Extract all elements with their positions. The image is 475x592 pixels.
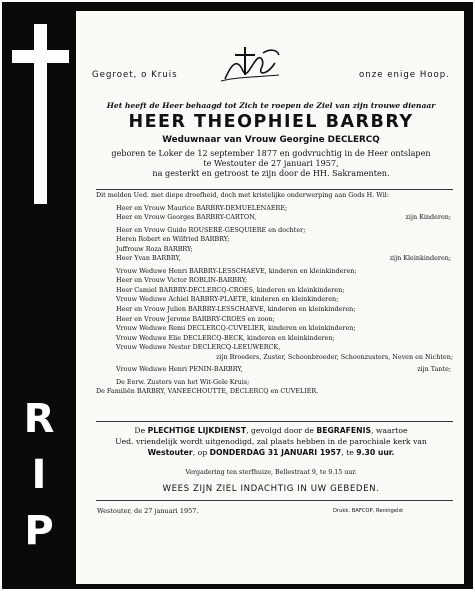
divider-top — [96, 189, 453, 190]
deceased-name: HEER THEOPHIEL BARBRY — [128, 112, 414, 132]
cross-arm — [12, 50, 69, 63]
family-line: Heer en Vrouw Guido ROUSERÉ-GESQUIERE en dochter; — [116, 225, 306, 234]
family-line: Heer en Vrouw Jerome BARBRY-CROES en zoon; — [116, 314, 275, 323]
service-line-2: Ued. vriendelijk wordt uitgenodigd, zal plaats hebben in de parochiale kerk van — [115, 437, 427, 446]
family-line: Heer en Vrouw Maurice BARBRY-DEMUELENAERE; — [116, 203, 288, 212]
family-line: Vrouw Weduwe Elie DECLERCQ-BECK, kinderen en kleinkinderen; — [116, 333, 335, 342]
family-line: Heer Yvan BARBRY, zijn Kleinkinderen; — [116, 254, 451, 263]
born-line-3: na gesterkt en getroost te zijn door de HH. Sakramenten. — [152, 168, 390, 178]
family-line: zijn Broeders, Zuster, Schoonbroeder, Schoonzusters, Neven en Nichten; — [216, 352, 453, 361]
announcement: Dit melden Ued. met diepe droefheid, doch met kristelijke onderwerping aan Gods H. Wil: — [96, 191, 389, 199]
prayer-request: WEES ZIJN ZIEL INDACHTIG IN UW GEBEDEN. — [162, 484, 380, 494]
rip-letter-p: P — [24, 508, 54, 554]
family-line: De Eerw. Zusters van het Wit-Gele Kruis; — [116, 377, 250, 386]
widower-line: Weduwnaar van Vrouw Georgine DECLERCQ — [162, 135, 380, 145]
born-line-2: te Westouter de 27 januari 1957, — [203, 158, 339, 168]
printer-credit: Drukk. BAFCOP, Reningelst — [333, 508, 404, 514]
family-line: Vrouw Weduwe Achiel BARBRY-PLAETE, kinderen en kleinkinderen; — [116, 295, 339, 304]
funeral-service — [86, 425, 456, 458]
family-line: Juffrouw Roza BARBRY; — [116, 244, 193, 253]
header-right: onze enige Hoop. — [359, 70, 450, 80]
family-line: Vrouw Weduwe Remi DECLERCQ-CUVELIER, kinderen en kleinkinderen; — [116, 324, 356, 333]
born-line-1: geboren te Loker de 12 september 1877 en godvruchtig in de Heer ontslapen — [111, 148, 431, 158]
cross-monogram-icon — [217, 45, 283, 87]
family-line: Heer en Vrouw Julien BARBRY-LESSCHAEVE, kinderen en kleinkinderen; — [116, 305, 356, 314]
intro-line: Het heeft de Heer behaagd tot Zich te roepen de Ziel van zijn trouwe dienaar — [106, 101, 436, 110]
family-line: Heer Camiel BARBRY-DECLERCQ-CROES, kinderen en kleinkinderen; — [116, 285, 345, 294]
footer-date: Westouter, de 27 januari 1957. — [97, 507, 199, 515]
family-line: Heer en Vrouw Victor ROBLIN-BARBRY; — [116, 276, 248, 285]
rip-letter-r: R — [23, 396, 55, 442]
divider-bottom — [96, 500, 453, 501]
family-line: Vrouw Weduwe Henri PENIN-BARBRY, zijn Tante; — [116, 365, 451, 374]
service-line-3: Westouter, op DONDERDAG 31 JANUARI 1957, te 9.30 uur. — [147, 448, 395, 457]
family-list — [96, 191, 453, 397]
family-line: Heer en Vrouw Georges BARBRY-CARTON, zijn Kinderen; — [116, 213, 451, 222]
family-line: Vrouw Weduwe Nestor DECLERCQ-LEEUWERCK, — [116, 343, 281, 352]
family-line: Vrouw Weduwe Henri BARBRY-LESSCHAEVE, kinderen en kleinkinderen; — [116, 266, 357, 275]
family-line: Heren Robert en Wilfried BARBRY; — [116, 235, 230, 244]
left-band — [2, 2, 76, 589]
gathering-note: Vergadering ten sterfhuize, Bellestraat 9, te 9.15 uur. — [185, 469, 357, 476]
header-left: Gegroet, o Kruis — [92, 70, 178, 80]
service-line-1: De PLECHTIGE LIJKDIENST, gevolgd door de BEGRAFENIS, waartoe — [134, 426, 408, 435]
rip-letter-i: I — [31, 452, 47, 498]
family-line: De Familiën BARBRY, VANEECHOUTTE, DECLERCQ en CUVELIER. — [96, 387, 319, 396]
divider-middle — [96, 421, 453, 422]
birth-death-text — [86, 148, 456, 178]
